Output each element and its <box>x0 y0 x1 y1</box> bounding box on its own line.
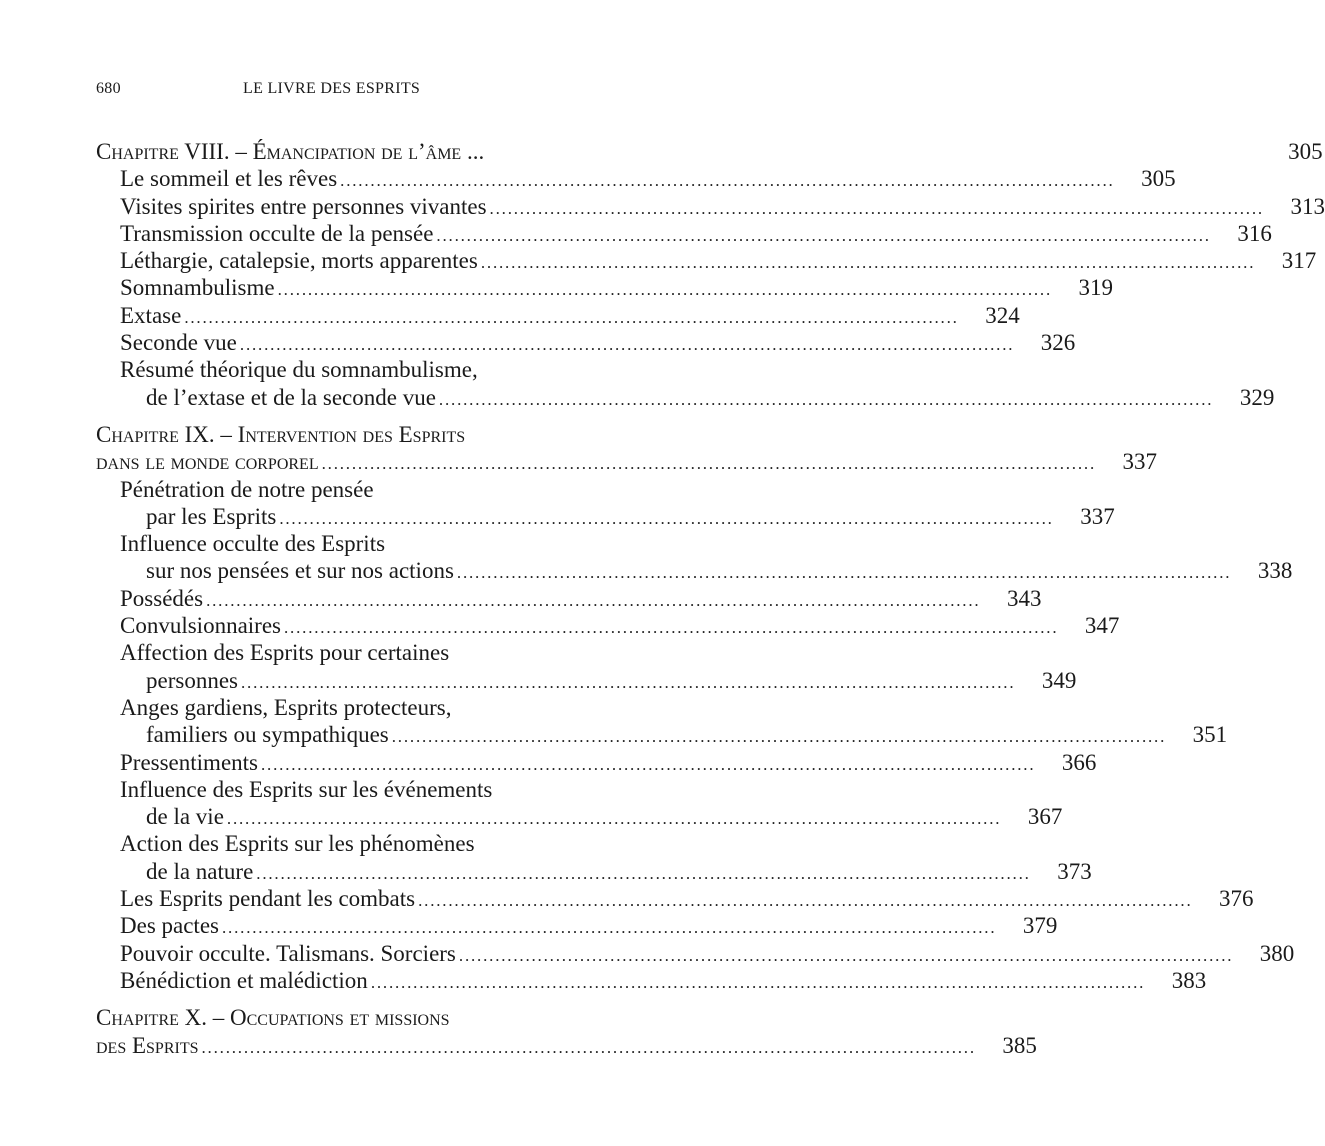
entry-page-number: 337 <box>1080 503 1115 529</box>
chapter-page-number: 305 <box>1288 139 1323 164</box>
dot-leader: ................................................................................................................................ <box>418 891 1193 911</box>
chapter-heading-line <box>96 1032 1037 1059</box>
entry-line <box>96 165 1176 192</box>
entry-title: Affection des Esprits pour certaines <box>120 640 450 666</box>
toc-entry[interactable] <box>96 967 1207 994</box>
entry-title: familiers ou sympathiques <box>146 722 389 748</box>
chapter-heading-line <box>96 1004 606 1031</box>
chapter-heading-line <box>96 138 1323 165</box>
chapter-page-number: 337 <box>1122 449 1157 475</box>
toc-entry[interactable] <box>96 639 1077 694</box>
entry-line <box>96 694 606 721</box>
entry-title: Influence des Esprits sur les événements <box>120 776 493 802</box>
chapter-heading-text: Chapitre X. – Occupations et missions <box>96 1005 450 1031</box>
entry-page-number: 367 <box>1027 804 1063 830</box>
entry-title: Les Esprits pendant les combats <box>120 886 416 912</box>
table-of-contents <box>96 138 1325 1069</box>
entry-page-number: 317 <box>1281 248 1317 274</box>
entry-line <box>96 476 606 503</box>
entry-line <box>96 530 606 557</box>
entry-page-number: 373 <box>1057 858 1092 884</box>
dot-leader: ................................................................................................................................ <box>226 809 1002 829</box>
entry-line <box>96 639 606 666</box>
toc-entry[interactable] <box>96 885 1254 912</box>
chapter-section <box>96 421 1295 994</box>
chapter-heading-text: des Esprits <box>96 1032 199 1058</box>
entry-title: Résumé théorique du somnambulisme, <box>120 357 478 383</box>
entry-title: Visites spirites entre personnes vivantes <box>120 193 487 219</box>
page-number: 680 <box>96 80 121 97</box>
entry-page-number: 319 <box>1078 275 1114 301</box>
entry-title: Bénédiction et malédiction <box>120 967 368 993</box>
toc-entry[interactable] <box>96 247 1317 274</box>
chapter-section <box>96 1004 1037 1059</box>
entry-title: Transmission occulte de la pensée <box>120 220 434 246</box>
entry-line <box>96 776 606 803</box>
dot-leader: ................................................................................................................................ <box>436 225 1211 245</box>
entry-line <box>96 858 1092 885</box>
dot-leader: ................................................................................................................................ <box>201 1037 976 1057</box>
entry-title: Somnambulisme <box>120 275 275 301</box>
dot-leader: ................................................................................................................................ <box>489 198 1264 218</box>
dot-leader: ................................................................................................................................ <box>277 280 1053 300</box>
toc-entry[interactable] <box>96 749 1097 776</box>
toc-entry[interactable] <box>96 585 1042 612</box>
entry-line <box>96 912 1058 939</box>
entry-page-number: 376 <box>1219 886 1254 912</box>
entry-line <box>96 384 1275 411</box>
toc-entry[interactable] <box>96 476 1115 531</box>
chapter-heading-text: Chapitre VIII. – Émancipation de l’âme ... <box>96 139 485 164</box>
entry-line <box>96 885 1254 912</box>
entry-page-number: 347 <box>1084 613 1120 639</box>
entry-title: par les Esprits <box>146 503 277 529</box>
entry-title: Pouvoir occulte. Talismans. Sorciers <box>120 940 456 966</box>
entry-title: Seconde vue <box>120 330 237 356</box>
dot-leader: ................................................................................................................................ <box>184 307 959 327</box>
toc-entry[interactable] <box>96 220 1272 247</box>
entry-page-number: 316 <box>1237 220 1272 246</box>
entry-title: Pressentiments <box>120 749 258 775</box>
chapter-heading-line <box>96 448 1157 475</box>
entry-title: personnes <box>146 667 238 693</box>
entry-title: Extase <box>120 302 182 328</box>
dot-leader: ................................................................................................................................ <box>261 754 1036 774</box>
dot-leader: ................................................................................................................................ <box>438 389 1214 409</box>
entry-title: Le sommeil et les rêves <box>120 166 338 192</box>
entry-page-number: 329 <box>1239 384 1275 410</box>
entry-title: Pénétration de notre pensée <box>120 476 374 502</box>
entry-page-number: 351 <box>1192 722 1228 748</box>
dot-leader: ................................................................................................................................ <box>284 618 1059 638</box>
toc-entry[interactable] <box>96 302 1020 329</box>
toc-entry[interactable] <box>96 274 1114 301</box>
entry-title: Anges gardiens, Esprits protecteurs, <box>120 694 452 720</box>
entry-page-number: 379 <box>1022 913 1058 939</box>
entry-line <box>96 749 1097 776</box>
dot-leader: ................................................................................................................................ <box>370 972 1146 992</box>
entry-line <box>96 967 1207 994</box>
entry-line <box>96 356 606 383</box>
toc-entry[interactable] <box>96 912 1058 939</box>
entry-page-number: 366 <box>1061 749 1097 775</box>
dot-leader: ................................................................................................................................ <box>256 863 1031 883</box>
entry-line <box>96 247 1317 274</box>
entry-title: Convulsionnaires <box>120 613 281 639</box>
chapter-page-number: 385 <box>1002 1032 1037 1058</box>
dot-leader: ................................................................................................................................ <box>456 563 1232 583</box>
entry-page-number: 338 <box>1257 558 1293 584</box>
entry-line <box>96 803 1063 830</box>
entry-title: de la vie <box>146 804 224 830</box>
entry-line <box>96 940 1295 967</box>
dot-leader: ................................................................................................................................ <box>222 918 997 938</box>
dot-leader: ................................................................................................................................ <box>391 727 1167 747</box>
entry-title: sur nos pensées et sur nos actions <box>146 558 454 584</box>
dot-leader: ................................................................................................................................ <box>340 171 1115 191</box>
entry-page-number: 343 <box>1006 585 1042 611</box>
toc-entry[interactable] <box>96 940 1295 967</box>
toc-entry[interactable] <box>96 612 1120 639</box>
dot-leader: ................................................................................................................................ <box>239 335 1015 355</box>
toc-entry[interactable] <box>96 830 1092 885</box>
entry-page-number: 326 <box>1040 330 1076 356</box>
chapter-heading-line <box>96 421 606 448</box>
dot-leader: ................................................................................................................................ <box>458 945 1234 965</box>
entry-title: Influence occulte des Esprits <box>120 531 386 557</box>
entry-line <box>96 585 1042 612</box>
entry-title: Possédés <box>120 585 204 611</box>
dot-leader: ................................................................................................................................ <box>480 253 1256 273</box>
chapter-heading-text: Chapitre IX. – Intervention des Esprits <box>96 421 466 447</box>
chapter-section <box>96 138 1325 411</box>
entry-line <box>96 667 1077 694</box>
dot-leader: ................................................................................................................................ <box>206 590 981 610</box>
entry-page-number: 313 <box>1290 193 1325 219</box>
entry-title: Action des Esprits sur les phénomènes <box>120 831 475 857</box>
toc-entry[interactable] <box>96 530 1293 585</box>
entry-line <box>96 830 606 857</box>
toc-entry[interactable] <box>96 329 1076 356</box>
entry-line <box>96 329 1076 356</box>
entry-line <box>96 721 1228 748</box>
entry-page-number: 349 <box>1041 667 1077 693</box>
entry-line <box>96 193 1325 220</box>
dot-leader: ................................................................................................................................ <box>321 454 1096 474</box>
toc-entry[interactable] <box>96 165 1176 192</box>
entry-page-number: 380 <box>1259 940 1295 966</box>
entry-title: Des pactes <box>120 913 219 939</box>
entry-page-number: 383 <box>1171 967 1207 993</box>
entry-title: de l’extase et de la seconde vue <box>146 384 436 410</box>
dot-leader: ................................................................................................................................ <box>279 508 1054 528</box>
entry-title: Léthargie, catalepsie, morts apparentes <box>120 248 478 274</box>
entry-page-number: 324 <box>985 302 1020 328</box>
entry-page-number: 305 <box>1141 166 1176 192</box>
entry-title: de la nature <box>146 858 254 884</box>
entry-line <box>96 557 1293 584</box>
dot-leader: ................................................................................................................................ <box>240 672 1016 692</box>
entry-line <box>96 612 1120 639</box>
chapter-heading-text: dans le monde corporel <box>96 449 319 475</box>
toc-entry[interactable] <box>96 776 1063 831</box>
running-title: LE LIVRE DES ESPRITS <box>243 80 421 97</box>
entry-line <box>96 274 1114 301</box>
toc-entry[interactable] <box>96 193 1325 220</box>
entry-line <box>96 302 1020 329</box>
entry-line <box>96 220 1272 247</box>
toc-entry[interactable] <box>96 694 1228 749</box>
toc-entry[interactable] <box>96 356 1275 411</box>
entry-line <box>96 503 1115 530</box>
